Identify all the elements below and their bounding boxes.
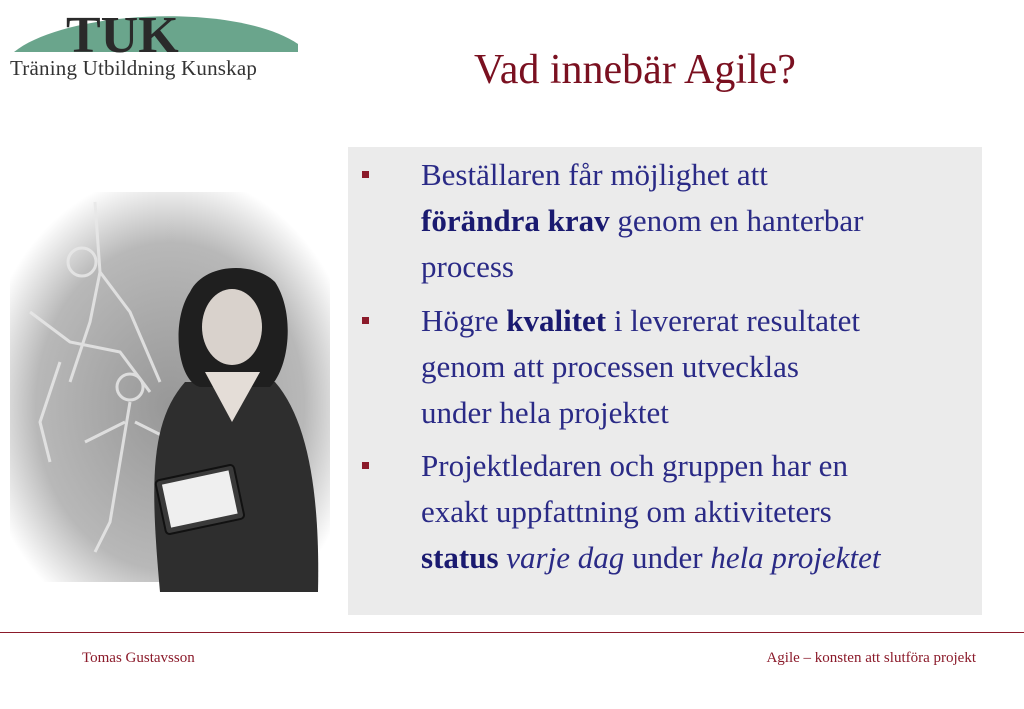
bullet-line xyxy=(421,298,976,344)
bullet-run: exakt uppfattning om aktiviteters xyxy=(421,494,832,529)
bullet-text xyxy=(421,298,976,436)
footer-divider xyxy=(0,632,1024,633)
logo-tagline: Träning Utbildning Kunskap xyxy=(10,56,258,80)
content-panel xyxy=(348,147,982,615)
bullet-line xyxy=(421,198,976,244)
bullet-line xyxy=(421,443,976,489)
footer-author: Tomas Gustavsson xyxy=(82,650,195,666)
woman-with-notebook-icon xyxy=(0,122,332,592)
bullet-run: process xyxy=(421,249,514,284)
bullet-text xyxy=(421,152,976,290)
bullet-marker-icon xyxy=(362,462,369,469)
bullet-emphasis: förändra krav xyxy=(421,203,610,238)
bullet-line xyxy=(421,344,976,390)
bullet-line xyxy=(421,152,976,198)
illustration xyxy=(0,122,332,592)
bullet-run: Projektledaren och gruppen har en xyxy=(421,448,848,483)
bullet-line xyxy=(421,535,976,581)
bullet-line xyxy=(421,489,976,535)
bullet-marker-icon xyxy=(362,171,369,178)
logo-arc-icon xyxy=(6,4,306,60)
bullet-run: Högre xyxy=(421,303,507,338)
bullet-run: under xyxy=(624,540,711,575)
footer-title: Agile – konsten att slutföra projekt xyxy=(766,650,976,666)
bullet-text xyxy=(421,443,976,581)
bullet-run: i levererat resultatet xyxy=(606,303,860,338)
bullet-marker-icon xyxy=(362,317,369,324)
bullet-line xyxy=(421,390,976,436)
bullet-emphasis: kvalitet xyxy=(506,303,607,338)
slide-title: Vad innebär Agile? xyxy=(474,47,796,93)
bullet-run: under hela projektet xyxy=(421,395,669,430)
bullet-italic: hela projektet xyxy=(710,540,881,575)
bullet-run: genom en hanterbar xyxy=(609,203,864,238)
logo-letters: TUK xyxy=(66,7,179,60)
bullet-emphasis: status xyxy=(421,540,499,575)
bullet-run: genom att processen utvecklas xyxy=(421,349,799,384)
tuk-logo xyxy=(6,4,306,84)
bullet-italic: varje dag xyxy=(506,540,625,575)
bullet-line xyxy=(421,244,976,290)
bullet-run: Beställaren får möjlighet att xyxy=(421,157,768,192)
